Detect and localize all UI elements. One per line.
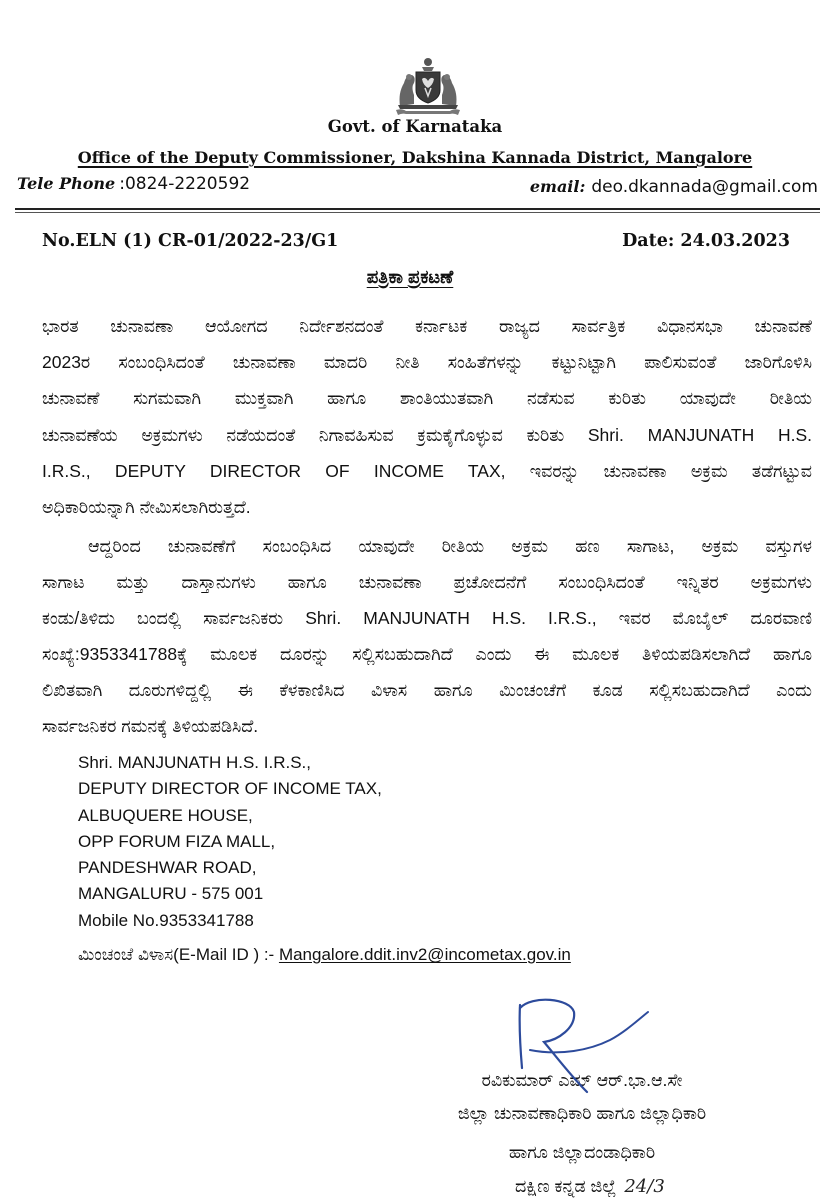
paragraph1-line: ಭಾರತ ಚುನಾವಣಾ ಆಯೋಗದ ನಿರ್ದೇಶನದಂತೆ ಕರ್ನಾಟಕ ರಾಜ್ಯದ ಸಾರ್ವತ್ರಿಕ ವಿಧಾನಸಭಾ ಚುನಾವಣೆ bbox=[42, 316, 812, 336]
press-release-title bbox=[0, 263, 820, 291]
address-line: Shri. MANJUNATH H.S. I.R.S., bbox=[78, 753, 311, 772]
document-date: Date: 24.03.2023 bbox=[622, 231, 790, 251]
address-line: PANDESHWAR ROAD, bbox=[78, 858, 257, 877]
address-mobile: Mobile No.9353341788 bbox=[78, 911, 254, 930]
paragraph1-line: 2023ರ ಸಂಬಂಧಿಸಿದಂತೆ ಚುನಾವಣಾ ಮಾದರಿ ನೀತಿ ಸಂಹಿತೆಗಳನ್ನು ಕಟ್ಟುನಿಟ್ಟಾಗಿ ಪಾಲಿಸುವಂತೆ ಜಾರಿಗೊಳಿಸಿ bbox=[42, 352, 812, 372]
paragraph1-line: ಚುನಾವಣೆ ಸುಗಮವಾಗಿ ಮುಕ್ತವಾಗಿ ಹಾಗೂ ಶಾಂತಿಯುತವಾಗಿ ನಡೆಸುವ ಕುರಿತು ಯಾವುದೇ ರೀತಿಯ bbox=[42, 388, 812, 408]
govt-heading: Govt. of Karnataka bbox=[327, 117, 503, 136]
reference-number: No.ELN (1) CR-01/2022-23/G1 bbox=[42, 231, 339, 251]
header-divider-thin bbox=[15, 212, 820, 213]
press-release-title-text: ಪತ್ರಿಕಾ ಪ್ರಕಟಣೆ bbox=[366, 267, 454, 287]
emblem-right-supporter-head bbox=[444, 74, 450, 80]
telephone-label: Tele Phone bbox=[17, 174, 116, 193]
paragraph2-line: ಕಂಡು/ತಿಳಿದು ಬಂದಲ್ಲಿ ಸಾರ್ವಜನಿಕರು Shri. MANJUNATH H.S. I.R.S., ಇವರ ಮೊಬೈಲ್ ದೂರವಾಣಿ bbox=[42, 608, 812, 628]
emblem-right-supporter bbox=[441, 75, 456, 106]
emblem-base bbox=[396, 105, 460, 115]
paragraph1-line: ಅಧಿಕಾರಿಯನ್ನಾಗಿ ನೇಮಿಸಲಾಗಿರುತ್ತದೆ. bbox=[42, 497, 251, 517]
emblem-crest bbox=[422, 58, 434, 71]
office-heading-text: Office of the Deputy Commissioner, Dakshina Kannada District, Mangalore bbox=[77, 148, 753, 167]
signatory-designation: ಹಾಗೂ ಜಿಲ್ಲಾದಂಡಾಧಿಕಾರಿ bbox=[508, 1142, 656, 1162]
paragraph2-line: ಸಾಗಾಟ ಮತ್ತು ದಾಸ್ತಾನುಗಳು ಹಾಗೂ ಚುನಾವಣಾ ಪ್ರಚೋದನೆಗೆ ಸಂಬಂಧಿಸಿದಂತೆ ಇನ್ನಿತರ ಅಕ್ರಮಗಳು bbox=[42, 572, 812, 592]
office-email-address: deo.dkannada@gmail.com bbox=[591, 177, 818, 197]
address-line: MANGALURU - 575 001 bbox=[78, 884, 264, 903]
emblem-crest-head bbox=[424, 58, 432, 66]
emblem-crest-base bbox=[422, 67, 434, 71]
handwritten-date: 24/3 bbox=[624, 1176, 665, 1197]
address-email-link[interactable]: Mangalore.ddit.inv2@incometax.gov.in bbox=[278, 945, 571, 964]
address-line: DEPUTY DIRECTOR OF INCOME TAX, bbox=[78, 779, 382, 798]
emblem-shield bbox=[416, 72, 440, 103]
paragraph2-line: ಆದ್ದರಿಂದ ಚುನಾವಣೆಗೆ ಸಂಬಂಧಿಸಿದ ಯಾವುದೇ ರೀತಿಯ ಅಕ್ರಮ ಹಣ ಸಾಗಾಟ, ಅಕ್ರಮ ವಸ್ತುಗಳ bbox=[88, 536, 812, 556]
address-line: ALBUQUERE HOUSE, bbox=[78, 806, 253, 825]
telephone-number: :0824-2220592 bbox=[119, 174, 251, 194]
emblem-left-supporter bbox=[400, 75, 415, 106]
paragraph2-line: ಲಿಖಿತವಾಗಿ ದೂರುಗಳಿದ್ದಲ್ಲಿ ಈ ಕೆಳಕಾಣಿಸಿದ ವಿಳಾಸ ಹಾಗೂ ಮಿಂಚಂಚೆಗೆ ಕೂಡ ಸಲ್ಲಿಸಬಹುದಾಗಿದೆ ಎಂದು bbox=[42, 680, 812, 700]
signatory-designation: ಜಿಲ್ಲಾ ಚುನಾವಣಾಧಿಕಾರಿ ಹಾಗೂ ಜಿಲ್ಲಾಧಿಕಾರಿ bbox=[457, 1103, 707, 1123]
signatory-district: ದಕ್ಷಿಣ ಕನ್ನಡ ಜಿಲ್ಲೆ bbox=[515, 1176, 617, 1196]
signatory-name: ರವಿಕುಮಾರ್ ಎಮ್ ಆರ್.ಭಾ.ಆ.ಸೇ bbox=[481, 1070, 683, 1090]
office-heading bbox=[0, 145, 830, 171]
paragraph2-line: ಸಂಖ್ಯೆ:9353341788ಕ್ಕೆ ಮೂಲಕ ದೂರನ್ನು ಸಲ್ಲಿಸಬಹುದಾಗಿದೆ ಎಂದು ಈ ಮೂಲಕ ತಿಳಿಯಪಡಿಸಲಾಗಿದೆ ಹಾಗೂ bbox=[42, 644, 812, 664]
office-email-label: email: bbox=[529, 177, 586, 196]
address-email-line bbox=[78, 942, 571, 968]
paragraph1-line: I.R.S., DEPUTY DIRECTOR OF INCOME TAX, ಇವರನ್ನು ಚುನಾವಣಾ ಅಕ್ರಮ ತಡೆಗಟ್ಟುವ bbox=[42, 461, 812, 481]
address-line: OPP FORUM FIZA MALL, bbox=[78, 832, 276, 851]
telephone-line bbox=[17, 171, 250, 197]
karnataka-emblem-icon bbox=[392, 55, 464, 117]
signature-stroke bbox=[520, 1000, 587, 1092]
paragraph2-line: ಸಾರ್ವಜನಿಕರ ಗಮನಕ್ಕೆ ತಿಳಿಯಪಡಿಸಿದೆ. bbox=[42, 716, 259, 736]
paragraph1-line: ಚುನಾವಣೆಯ ಅಕ್ರಮಗಳು ನಡೆಯದಂತೆ ನಿಗಾವಹಿಸುವ ಕ್ರಮಕೈಗೊಳ್ಳುವ ಕುರಿತು Shri. MANJUNATH H.S. bbox=[42, 425, 812, 445]
signature-icon bbox=[470, 990, 670, 1100]
emblem-pedestal bbox=[398, 105, 458, 109]
office-email-line bbox=[530, 174, 818, 200]
address-email-label: ಮಿಂಚಂಚೆ ವಿಳಾಸ(E-Mail ID ) :- bbox=[78, 945, 279, 964]
signatory-district-line bbox=[515, 1174, 815, 1198]
signature-stroke bbox=[520, 1005, 522, 1068]
emblem-left-supporter-head bbox=[406, 74, 412, 80]
header-divider-thick bbox=[15, 208, 820, 210]
